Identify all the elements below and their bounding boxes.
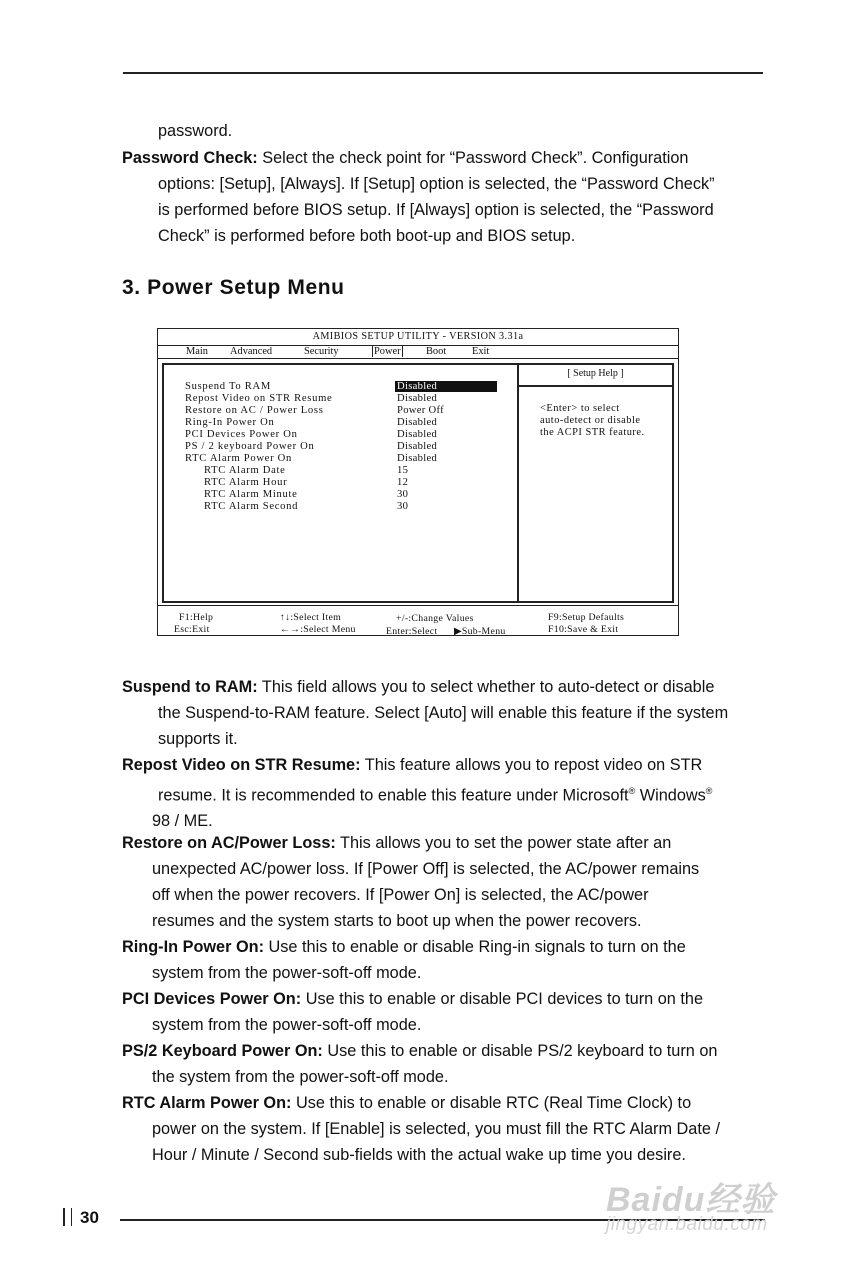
bios-tabs-bottom-rule: [158, 358, 678, 359]
bios-footer-rule: [158, 605, 678, 606]
option-rtc-hour[interactable]: RTC Alarm Hour: [204, 477, 288, 488]
desc-windows: Windows: [635, 786, 706, 805]
desc-term: Restore on AC/Power Loss:: [122, 834, 336, 852]
desc-line: [122, 778, 767, 808]
password-check-paragraph: [122, 145, 767, 249]
desc-lead: Use this to enable or disable RTC (Real Time Clock) to: [291, 1094, 692, 1112]
desc-term: PS/2 Keyboard Power On:: [122, 1042, 323, 1060]
page-marker-icon: [63, 1208, 72, 1226]
help-line: the ACPI STR feature.: [540, 427, 645, 438]
bios-title: AMIBIOS SETUP UTILITY - VERSION 3.31a: [312, 331, 524, 342]
bios-screen: [157, 328, 679, 636]
desc-pci-devices: [122, 986, 767, 1038]
tab-exit[interactable]: Exit: [472, 346, 490, 357]
desc-line: system from the power-soft-off mode.: [152, 964, 422, 982]
registered-mark: ®: [628, 786, 636, 796]
password-check-term: Password Check:: [122, 149, 258, 167]
footer-select-item: ↑↓:Select Item: [280, 612, 342, 623]
option-suspend-to-ram-value[interactable]: Disabled: [395, 381, 497, 392]
setup-help-rule: [519, 385, 672, 387]
desc-term: RTC Alarm Power On:: [122, 1094, 292, 1112]
watermark-url: jingyan.baidu.com: [606, 1214, 768, 1235]
password-check-line: Check” is performed before both boot-up and BIOS setup.: [158, 227, 576, 245]
footer-change-values: +/-:Change Values: [396, 613, 474, 624]
setup-help-text: [540, 403, 670, 439]
desc-line: resumes and the system starts to boot up when the power recovers.: [152, 912, 642, 930]
desc-lead: Use this to enable or disable PS/2 keyboard to turn on: [322, 1042, 718, 1060]
bios-panel-divider: [517, 365, 519, 601]
desc-line: Hour / Minute / Second sub-fields with the actual wake up time you desire.: [152, 1146, 686, 1164]
desc-repost-video: [122, 752, 767, 834]
password-continuation: password.: [158, 122, 233, 140]
option-rtc-alarm[interactable]: RTC Alarm Power On: [185, 453, 293, 464]
section-title: 3. Power Setup Menu: [122, 276, 345, 299]
desc-term: Ring-In Power On:: [122, 938, 264, 956]
desc-line: the Suspend-to-RAM feature. Select [Auto] will enable this feature if the system: [158, 704, 729, 722]
password-check-line: options: [Setup], [Always]. If [Setup] option is selected, the “Password Check”: [158, 175, 715, 193]
desc-lead: This feature allows you to repost video on STR: [360, 756, 703, 774]
option-restore-ac[interactable]: Restore on AC / Power Loss: [185, 405, 324, 416]
option-rtc-second[interactable]: RTC Alarm Second: [204, 501, 299, 512]
tab-boot[interactable]: Boot: [426, 346, 447, 357]
desc-ps2-keyboard: [122, 1038, 767, 1090]
password-check-line: is performed before BIOS setup. If [Always] option is selected, the “Password: [158, 201, 714, 219]
option-suspend-to-ram[interactable]: Suspend To RAM: [185, 381, 271, 392]
tab-security[interactable]: Security: [304, 346, 339, 357]
desc-line-text: resume. It is recommended to enable this feature under Microsoft: [158, 786, 629, 805]
option-ps2-keyboard-value[interactable]: Disabled: [397, 441, 438, 452]
footer-f10-save: F10:Save & Exit: [548, 624, 619, 635]
desc-line: unexpected AC/power loss. If [Power Off] is selected, the AC/power remains: [152, 860, 700, 878]
tab-advanced[interactable]: Advanced: [230, 346, 273, 357]
footer-esc-exit: Esc:Exit: [174, 624, 210, 635]
option-ring-in-value[interactable]: Disabled: [397, 417, 438, 428]
desc-rtc-alarm: [122, 1090, 767, 1168]
desc-line: 98 / ME.: [152, 812, 213, 831]
desc-lead: This allows you to set the power state after an: [335, 834, 672, 852]
option-rtc-date-value[interactable]: 15: [397, 465, 409, 476]
footer-f9-defaults: F9:Setup Defaults: [548, 612, 625, 623]
option-rtc-second-value[interactable]: 30: [397, 501, 409, 512]
option-rtc-minute[interactable]: RTC Alarm Minute: [204, 489, 298, 500]
desc-line: off when the power recovers. If [Power On] is selected, the AC/power: [152, 886, 649, 904]
setup-help-title: [ Setup Help ]: [567, 368, 624, 379]
option-restore-ac-value[interactable]: Power Off: [397, 405, 444, 416]
desc-line: system from the power-soft-off mode.: [152, 1016, 422, 1034]
option-rtc-hour-value[interactable]: 12: [397, 477, 409, 488]
option-pci-devices-value[interactable]: Disabled: [397, 429, 438, 440]
footer-sub-menu: ▶Sub-Menu: [454, 626, 506, 637]
tab-main[interactable]: Main: [186, 346, 208, 357]
watermark-logo: Baidu经验: [606, 1181, 776, 1219]
option-rtc-alarm-value[interactable]: Disabled: [397, 453, 438, 464]
option-ps2-keyboard[interactable]: PS / 2 keyboard Power On: [185, 441, 315, 452]
desc-line: power on the system. If [Enable] is selected, you must fill the RTC Alarm Date /: [152, 1120, 720, 1138]
desc-suspend-to-ram: [122, 674, 767, 752]
password-check-lead: Select the check point for “Password Check”. Configuration: [257, 149, 689, 167]
footer-f1-help: F1:Help: [179, 612, 214, 623]
bios-tab-bar: [158, 346, 678, 358]
help-line: auto-detect or disable: [540, 415, 641, 426]
registered-mark: ®: [705, 786, 713, 796]
desc-lead: This field allows you to select whether to auto-detect or disable: [257, 678, 715, 696]
desc-line: the system from the power-soft-off mode.: [152, 1068, 449, 1086]
top-rule: [123, 72, 763, 74]
desc-term: PCI Devices Power On:: [122, 990, 302, 1008]
desc-restore-ac: [122, 830, 767, 934]
desc-lead: Use this to enable or disable PCI devices to turn on the: [301, 990, 704, 1008]
option-repost-video[interactable]: Repost Video on STR Resume: [185, 393, 333, 404]
desc-term: Repost Video on STR Resume:: [122, 756, 361, 774]
option-rtc-minute-value[interactable]: 30: [397, 489, 409, 500]
tab-power[interactable]: Power: [374, 346, 401, 357]
option-repost-video-value[interactable]: Disabled: [397, 393, 438, 404]
footer-select-menu: ←→:Select Menu: [280, 624, 356, 635]
desc-term: Suspend to RAM:: [122, 678, 258, 696]
desc-lead: Use this to enable or disable Ring-in signals to turn on the: [264, 938, 686, 956]
desc-line: supports it.: [158, 730, 238, 748]
option-rtc-date[interactable]: RTC Alarm Date: [204, 465, 286, 476]
footer-enter-select: Enter:Select: [386, 626, 438, 637]
option-ring-in[interactable]: Ring-In Power On: [185, 417, 275, 428]
option-pci-devices[interactable]: PCI Devices Power On: [185, 429, 298, 440]
bios-options-panel: [162, 363, 674, 603]
page-number-text: 30: [80, 1208, 99, 1227]
page-number: [63, 1208, 99, 1228]
help-line: <Enter> to select: [540, 403, 620, 414]
desc-ring-in: [122, 934, 767, 986]
